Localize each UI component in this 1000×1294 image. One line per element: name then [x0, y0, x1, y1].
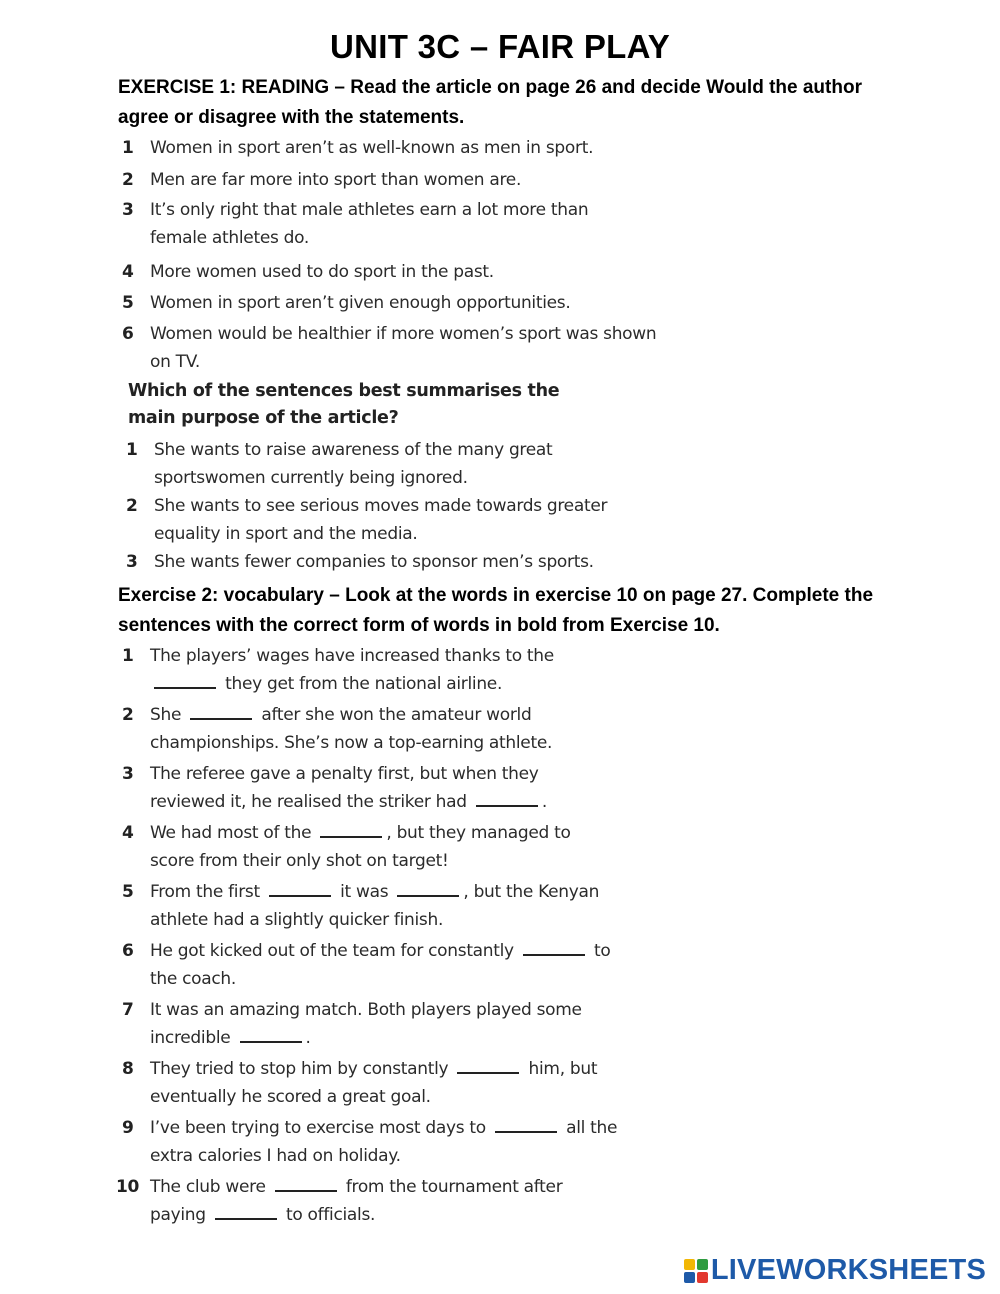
- statement-text: Women in sport aren’t given enough opportunities.: [150, 293, 571, 313]
- statement-number: 1: [122, 138, 134, 158]
- exercise1-heading: EXERCISE 1: READING – Read the article on page 26 and decide Would the author agree or disagree with the statements.: [118, 77, 862, 128]
- sentence-item: [118, 819, 610, 878]
- sentence-text: to officials.: [285, 1205, 376, 1225]
- sentence-text: We had most of the: [150, 823, 312, 843]
- statement-item: [118, 258, 678, 289]
- statement-number: 3: [122, 200, 134, 220]
- answer-blank[interactable]: [457, 1071, 519, 1074]
- liveworksheets-logo[interactable]: [684, 1254, 986, 1287]
- sentence-text: I’ve been trying to exercise most days to: [150, 1118, 486, 1138]
- sentence-text: The referee gave a penalty first, but when they reviewed it, he realised the striker had: [150, 764, 539, 812]
- sentence-item: [118, 1173, 620, 1232]
- sentence-item: [118, 1114, 630, 1173]
- option-text: She wants fewer companies to sponsor men’s sports.: [154, 552, 594, 572]
- sentence-item: [118, 642, 590, 701]
- sentence-item: [118, 996, 610, 1055]
- statement-text: Women would be healthier if more women’s sport was shown on TV.: [150, 324, 657, 372]
- sentence-text: they get from the national airline.: [225, 674, 503, 694]
- statement-item: [118, 320, 660, 378]
- brand-name: LIVEWORKSHEETS: [710, 1254, 986, 1286]
- answer-blank[interactable]: [215, 1217, 277, 1220]
- sentence-number: 2: [122, 705, 134, 725]
- purpose-options: [122, 436, 682, 578]
- answer-blank[interactable]: [523, 953, 585, 956]
- sentence-number: 3: [122, 764, 134, 784]
- statement-text: More women used to do sport in the past.: [150, 262, 494, 282]
- main-purpose-question: Which of the sentences best summarises the main purpose of the article?: [128, 381, 560, 428]
- sentence-item: [118, 878, 650, 937]
- option-number: 2: [126, 496, 138, 516]
- sentence-text: He got kicked out of the team for constantly: [150, 941, 514, 961]
- answer-blank[interactable]: [476, 804, 538, 807]
- page-title: UNIT 3C – FAIR PLAY: [329, 28, 671, 65]
- sentence-text: It was an amazing match. Both players played some incredible: [150, 1000, 582, 1048]
- statement-item: [118, 134, 678, 166]
- answer-blank[interactable]: [397, 894, 459, 897]
- sentence-text: to the coach.: [150, 941, 611, 989]
- statement-number: 4: [122, 262, 134, 282]
- statement-text: It’s only right that male athletes earn a lot more than female athletes do.: [150, 200, 589, 248]
- option-item: [122, 492, 654, 548]
- sentence-text: .: [305, 1028, 311, 1048]
- statement-number: 2: [122, 170, 134, 190]
- option-number: 1: [126, 440, 138, 460]
- sentence-text: From the first: [150, 882, 260, 902]
- sentence-number: 8: [122, 1059, 134, 1079]
- sentence-number: 4: [122, 823, 134, 843]
- statement-item: [118, 196, 640, 258]
- answer-blank[interactable]: [190, 717, 252, 720]
- sentence-text: all the extra calories I had on holiday.: [150, 1118, 618, 1166]
- sentence-text: , but the Kenyan athlete had a slightly quicker finish.: [150, 882, 600, 930]
- sentence-number: 7: [122, 1000, 134, 1020]
- exercise2-sentences: [118, 642, 678, 1232]
- statement-number: 6: [122, 324, 134, 344]
- exercise2-heading: Exercise 2: vocabulary – Look at the words in exercise 10 on page 27. Complete the sentences with the correct form of words in bold from Exercise 10.: [118, 585, 874, 636]
- sentence-text: him, but eventually he scored a great goal.: [150, 1059, 598, 1107]
- sentence-number: 9: [122, 1118, 134, 1138]
- sentence-text: They tried to stop him by constantly: [150, 1059, 449, 1079]
- answer-blank[interactable]: [269, 894, 331, 897]
- sentence-text: , but they managed to score from their only shot on target!: [150, 823, 571, 871]
- answer-blank[interactable]: [154, 686, 216, 689]
- sentence-text: from the tournament after paying: [150, 1177, 563, 1225]
- option-number: 3: [126, 552, 138, 572]
- sentence-number: 5: [122, 882, 134, 902]
- answer-blank[interactable]: [495, 1130, 557, 1133]
- statement-number: 5: [122, 293, 134, 313]
- sentence-number: 6: [122, 941, 134, 961]
- liveworksheets-logo-icon: [684, 1259, 708, 1283]
- statement-text: Women in sport aren’t as well-known as men in sport.: [150, 138, 594, 158]
- option-item: [122, 548, 682, 578]
- sentence-item: [118, 937, 640, 996]
- option-item: [122, 436, 594, 492]
- exercise1-statements: [118, 134, 678, 378]
- answer-blank[interactable]: [320, 835, 382, 838]
- sentence-text: The club were: [150, 1177, 266, 1197]
- sentence-text: it was: [340, 882, 389, 902]
- option-text: She wants to raise awareness of the many great sportswomen currently being ignored.: [154, 440, 553, 488]
- answer-blank[interactable]: [275, 1189, 337, 1192]
- sentence-number: 1: [122, 646, 134, 666]
- sentence-text: after she won the amateur world championships. She’s now a top-earning athlete.: [150, 705, 553, 753]
- sentence-item: [118, 1055, 650, 1114]
- sentence-item: [118, 760, 590, 819]
- sentence-text: .: [541, 792, 547, 812]
- answer-blank[interactable]: [240, 1040, 302, 1043]
- statement-item: [118, 166, 678, 196]
- statement-item: [118, 289, 678, 320]
- sentence-number: 10: [116, 1177, 140, 1197]
- option-text: She wants to see serious moves made towards greater equality in sport and the media.: [154, 496, 608, 544]
- statement-text: Men are far more into sport than women are.: [150, 170, 522, 190]
- sentence-text: She: [150, 705, 182, 725]
- sentence-item: [118, 701, 580, 760]
- sentence-text: The players’ wages have increased thanks to the: [150, 646, 554, 666]
